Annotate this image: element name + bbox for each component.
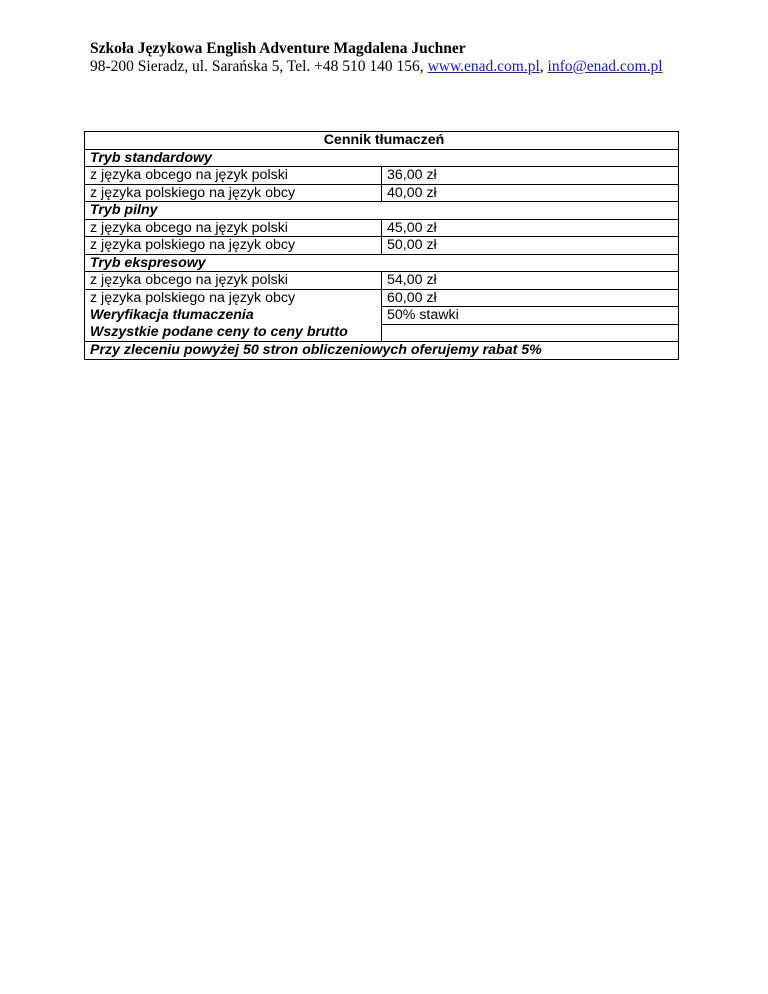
empty-cell [382, 324, 679, 342]
section-title-express: Tryb ekspresowy [85, 254, 679, 272]
website-link[interactable]: www.enad.com.pl [427, 58, 540, 75]
discount-note-row [85, 342, 679, 360]
table-row [85, 219, 679, 237]
price-list-table [84, 131, 679, 360]
row-label: z języka polskiego na język obcy [85, 237, 382, 255]
section-row-standard [85, 149, 679, 167]
row-price: 60,00 zł [382, 289, 679, 307]
row-price: 36,00 zł [382, 167, 679, 185]
table-row [85, 167, 679, 185]
row-price: 45,00 zł [382, 219, 679, 237]
section-row-express [85, 254, 679, 272]
verification-row [85, 307, 679, 325]
row-price: 40,00 zł [382, 184, 679, 202]
table-row [85, 272, 679, 290]
verification-label: Weryfikacja tłumaczenia [85, 307, 382, 325]
table-row [85, 184, 679, 202]
verification-value: 50% stawki [382, 307, 679, 325]
row-label: z języka obcego na język polski [85, 167, 382, 185]
table-title-row [85, 132, 679, 150]
table-row [85, 289, 679, 307]
row-label: z języka obcego na język polski [85, 219, 382, 237]
row-label: z języka polskiego na język obcy [85, 289, 382, 307]
table-row [85, 237, 679, 255]
separator: , [539, 58, 548, 75]
gross-note: Wszystkie podane ceny to ceny brutto [85, 324, 382, 342]
section-row-urgent [85, 202, 679, 220]
gross-note-row [85, 324, 679, 342]
row-price: 50,00 zł [382, 237, 679, 255]
row-price: 54,00 zł [382, 272, 679, 290]
school-name: Szkoła Językowa English Adventure Magdalena Juchner [90, 40, 466, 57]
address-text: 98-200 Sieradz, ul. Sarańska 5, Tel. +48 510 140 156, [90, 58, 428, 75]
section-title-urgent: Tryb pilny [85, 202, 679, 220]
document-header [90, 40, 663, 76]
row-label: z języka obcego na język polski [85, 272, 382, 290]
discount-note: Przy zleceniu powyżej 50 stron obliczeniowych oferujemy rabat 5% [85, 342, 679, 360]
row-label: z języka polskiego na język obcy [85, 184, 382, 202]
table-title: Cennik tłumaczeń [85, 132, 679, 150]
contact-line [90, 58, 663, 76]
email-link[interactable]: info@enad.com.pl [547, 58, 663, 75]
section-title-standard: Tryb standardowy [85, 149, 679, 167]
